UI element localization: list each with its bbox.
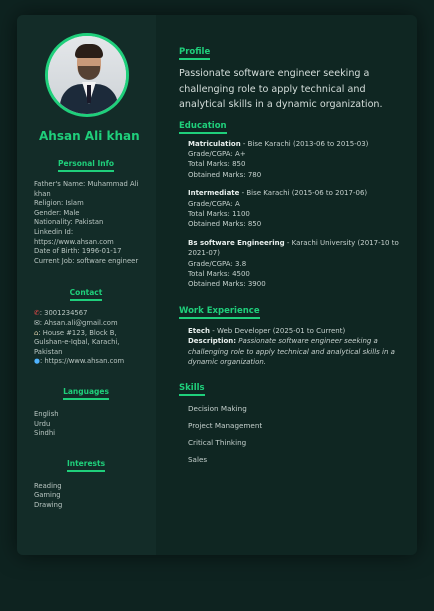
personal-info-list — [34, 180, 142, 266]
phone-icon: ✆ — [34, 309, 40, 318]
education-item: Bs software Engineering - Karachi University (2017-10 to 2021-07) Grade/CGPA: 3.8 Total Marks: 4500 Obtained Marks: 3900 — [188, 238, 399, 289]
current-job: Current Job: software engineer — [34, 256, 139, 265]
phone-line: ✆: 3001234567 — [34, 309, 88, 318]
skill-item: Project Management — [188, 421, 263, 431]
globe-icon: ● — [34, 357, 40, 366]
skills-list — [179, 404, 407, 464]
skill-item: Critical Thinking — [188, 438, 247, 448]
contact-list — [34, 309, 142, 367]
father-name: Father's Name: Muhammad Ali khan — [34, 180, 139, 198]
profile-heading: Profile — [179, 47, 210, 60]
education-heading: Education — [179, 121, 227, 134]
address-line: ⌂: House #123, Block B, Gulshan-e-Iqbal, Karachi, Pakistan — [34, 328, 120, 356]
interest-item: Gaming — [34, 491, 61, 500]
interest-item: Drawing — [34, 500, 63, 509]
interests-list — [34, 482, 142, 511]
work-item: Etech - Web Developer (2025-01 to Current) Description: Passionate software engineer seeking a challenging role to apply technical and analytical skills in a dynamic organization. — [188, 326, 395, 366]
language-item: Urdu — [34, 419, 51, 428]
skill-item: Decision Making — [188, 404, 247, 414]
personal-info-heading: Personal Info — [34, 159, 138, 172]
education-list — [179, 139, 407, 290]
skill-item: Sales — [188, 455, 208, 465]
resume-card — [17, 15, 417, 555]
date-of-birth: Date of Birth: 1996-01-17 — [34, 247, 122, 256]
sidebar — [17, 15, 156, 555]
interest-item: Reading — [34, 481, 62, 490]
gender: Gender: Male — [34, 208, 80, 217]
languages-list — [34, 410, 142, 439]
avatar — [45, 33, 129, 117]
profile-text: Passionate software engineer seeking a challenging role to apply technical and analytical skills in a dynamic organization. — [179, 68, 383, 110]
person-name: Ahsan Ali khan — [39, 129, 140, 143]
interests-heading: Interests — [34, 459, 138, 472]
home-icon: ⌂ — [34, 328, 39, 337]
skills-heading: Skills — [179, 383, 205, 396]
mail-icon: ✉ — [34, 318, 40, 327]
education-item: Matriculation - Bise Karachi (2013-06 to 2015-03) Grade/CGPA: A+ Total Marks: 850 Obtained Marks: 780 — [188, 139, 369, 179]
education-item: Intermediate - Bise Karachi (2015-06 to 2017-06) Grade/CGPA: A Total Marks: 1100 Obtained Marks: 850 — [188, 189, 368, 229]
linkedin-id: Linkedin Id: https://www.ahsan.com — [34, 227, 114, 246]
nationality: Nationality: Pakistan — [34, 218, 104, 227]
language-item: English — [34, 409, 59, 418]
religion: Religion: Islam — [34, 199, 84, 208]
main-content — [156, 15, 417, 555]
work-experience-heading: Work Experience — [179, 306, 260, 319]
contact-heading: Contact — [34, 288, 138, 301]
languages-heading: Languages — [34, 387, 138, 400]
website-line: ●: https://www.ahsan.com — [34, 357, 125, 366]
email-line: ✉: Ahsan.ali@gmail.com — [34, 318, 118, 327]
language-item: Sindhi — [34, 429, 56, 438]
